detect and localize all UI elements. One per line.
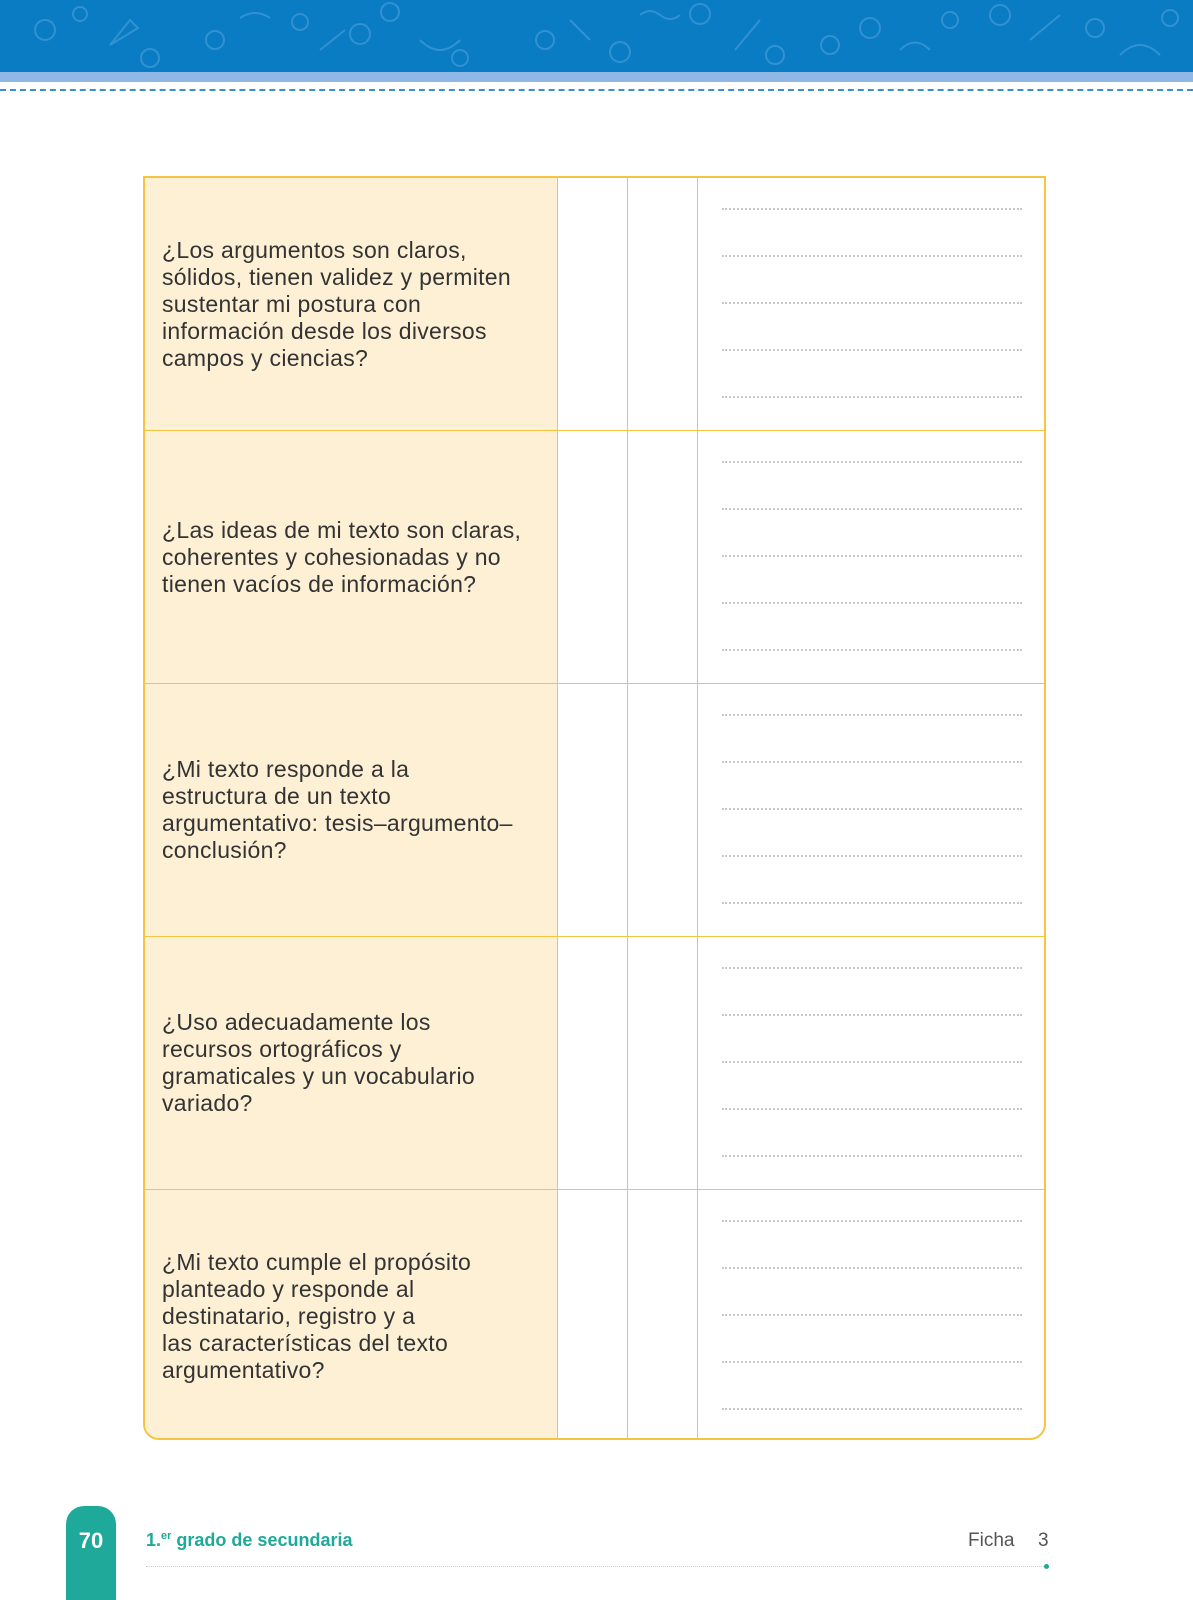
check-cell-1[interactable]: [558, 1190, 628, 1440]
writing-line: [722, 1220, 1022, 1222]
writing-line: [722, 461, 1022, 463]
question-text: ¿Las ideas de mi texto son claras, coherentes y cohesionadas y no tienen vacíos de información?: [162, 516, 522, 597]
header-pattern: [0, 0, 1193, 72]
writing-line: [722, 255, 1022, 257]
ficha-number: 3: [1038, 1530, 1049, 1551]
footer-divider: [146, 1566, 1044, 1567]
question-cell: [145, 937, 558, 1189]
writing-line: [722, 761, 1022, 763]
check-cell-1[interactable]: [558, 937, 628, 1189]
writing-line: [722, 967, 1022, 969]
writing-line: [722, 1361, 1022, 1363]
question-text: ¿Los argumentos son claros, sólidos, tienen validez y permiten sustentar mi postura con información desde los diversos campos y ciencias?: [162, 236, 511, 371]
notes-cell[interactable]: [698, 178, 1044, 430]
writing-line: [722, 1408, 1022, 1410]
writing-line: [722, 649, 1022, 651]
table-row: [145, 1190, 1044, 1440]
notes-cell[interactable]: [698, 684, 1044, 936]
question-cell: [145, 431, 558, 683]
check-cell-1[interactable]: [558, 431, 628, 683]
header-band: [0, 0, 1193, 72]
question-cell: [145, 178, 558, 430]
grade-superscript: er: [161, 1530, 172, 1542]
check-cell-2[interactable]: [628, 937, 698, 1189]
writing-line: [722, 555, 1022, 557]
question-text: ¿Mi texto responde a la estructura de un texto argumentativo: tesis–argumento– conclusión?: [162, 756, 513, 863]
check-cell-1[interactable]: [558, 684, 628, 936]
writing-line: [722, 1061, 1022, 1063]
check-cell-2[interactable]: [628, 684, 698, 936]
checklist-table: [143, 176, 1046, 1440]
table-row: [145, 684, 1044, 937]
ficha-label: Ficha: [968, 1530, 1015, 1551]
writing-line: [722, 714, 1022, 716]
check-cell-2[interactable]: [628, 178, 698, 430]
check-cell-2[interactable]: [628, 431, 698, 683]
grade-label: [146, 1530, 352, 1551]
grade-prefix: 1.: [146, 1530, 162, 1550]
table-row: [145, 178, 1044, 431]
writing-line: [722, 808, 1022, 810]
header-dashed-divider: [0, 89, 1193, 91]
writing-line: [722, 349, 1022, 351]
writing-line: [722, 1014, 1022, 1016]
table-row: [145, 431, 1044, 684]
question-cell: [145, 1190, 558, 1440]
writing-line: [722, 1155, 1022, 1157]
grade-text: grado de secundaria: [171, 1530, 353, 1550]
writing-line: [722, 396, 1022, 398]
writing-line: [722, 208, 1022, 210]
notes-cell[interactable]: [698, 937, 1044, 1189]
footer-dot: [1044, 1564, 1049, 1569]
question-text: ¿Mi texto cumple el propósito planteado y responde al destinatario, registro y a las características del texto argumentativo?: [162, 1249, 472, 1383]
writing-line: [722, 302, 1022, 304]
writing-line: [722, 1314, 1022, 1316]
question-cell: [145, 684, 558, 936]
question-text: ¿Uso adecuadamente los recursos ortográficos y gramaticales y un vocabulario variado?: [162, 1009, 475, 1116]
notes-cell[interactable]: [698, 431, 1044, 683]
check-cell-2[interactable]: [628, 1190, 698, 1440]
writing-line: [722, 508, 1022, 510]
writing-line: [722, 1267, 1022, 1269]
check-cell-1[interactable]: [558, 178, 628, 430]
writing-line: [722, 602, 1022, 604]
writing-line: [722, 855, 1022, 857]
notes-cell[interactable]: [698, 1190, 1044, 1440]
writing-line: [722, 902, 1022, 904]
table-row: [145, 937, 1044, 1190]
header-stripe: [0, 72, 1193, 82]
page-number: 70: [78, 1528, 104, 1553]
writing-line: [722, 1108, 1022, 1110]
